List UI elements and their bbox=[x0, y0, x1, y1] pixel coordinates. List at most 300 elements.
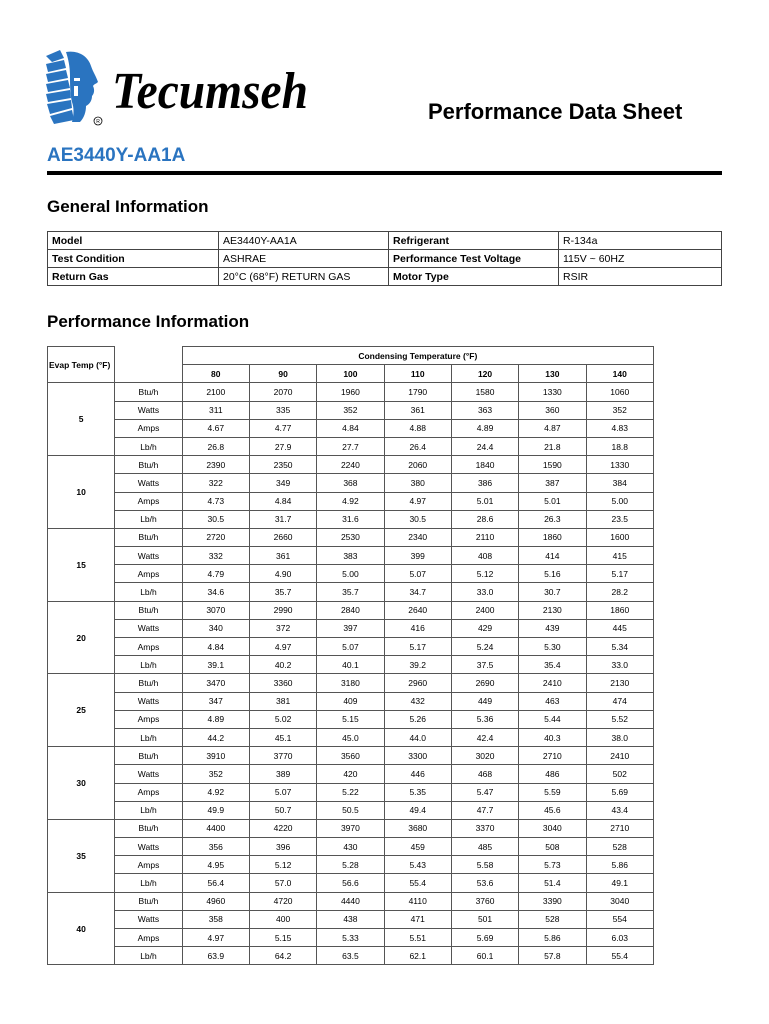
data-cell: 49.4 bbox=[384, 801, 451, 819]
evap-temp-cell: 35 bbox=[48, 819, 115, 892]
data-cell: 2710 bbox=[586, 819, 654, 837]
data-cell: 3180 bbox=[317, 674, 384, 692]
data-cell: 5.44 bbox=[519, 710, 586, 728]
metric-label: Amps bbox=[115, 419, 182, 437]
data-cell: 4.79 bbox=[182, 565, 249, 583]
data-cell: 5.16 bbox=[519, 565, 586, 583]
data-cell: 430 bbox=[317, 838, 384, 856]
data-cell: 3370 bbox=[451, 819, 518, 837]
evap-temp-cell: 25 bbox=[48, 674, 115, 747]
data-cell: 5.15 bbox=[317, 710, 384, 728]
data-cell: 60.1 bbox=[451, 947, 518, 965]
data-cell: 4.67 bbox=[182, 419, 249, 437]
table-row bbox=[48, 656, 654, 674]
data-cell: 5.07 bbox=[249, 783, 316, 801]
data-cell: 5.01 bbox=[451, 492, 518, 510]
data-cell: 5.30 bbox=[519, 638, 586, 656]
data-cell: 399 bbox=[384, 547, 451, 565]
brand-wordmark: Tecumseh bbox=[112, 63, 308, 120]
data-cell: 45.6 bbox=[519, 801, 586, 819]
data-cell: 55.4 bbox=[384, 874, 451, 892]
data-cell: 23.5 bbox=[586, 510, 654, 528]
data-cell: 372 bbox=[249, 619, 316, 637]
data-cell: 459 bbox=[384, 838, 451, 856]
data-cell: 463 bbox=[519, 692, 586, 710]
metric-label: Btu/h bbox=[115, 601, 182, 619]
data-cell: 1600 bbox=[586, 528, 654, 546]
data-cell: 26.3 bbox=[519, 510, 586, 528]
data-cell: 1330 bbox=[586, 456, 654, 474]
data-cell: 380 bbox=[384, 474, 451, 492]
data-cell: 5.00 bbox=[317, 565, 384, 583]
cond-temp-col: 140 bbox=[586, 365, 654, 383]
evap-temp-header: Evap Temp (°F) bbox=[48, 347, 115, 383]
metric-label: Watts bbox=[115, 765, 182, 783]
table-row bbox=[48, 728, 654, 746]
metric-label: Amps bbox=[115, 710, 182, 728]
data-cell: 397 bbox=[317, 619, 384, 637]
metric-label: Amps bbox=[115, 856, 182, 874]
data-cell: 471 bbox=[384, 910, 451, 928]
data-cell: 2340 bbox=[384, 528, 451, 546]
data-cell: 4.89 bbox=[451, 419, 518, 437]
table-row bbox=[48, 547, 654, 565]
data-cell: 352 bbox=[317, 401, 384, 419]
metric-label: Amps bbox=[115, 492, 182, 510]
data-cell: 528 bbox=[519, 910, 586, 928]
metric-label: Amps bbox=[115, 638, 182, 656]
data-cell: 5.34 bbox=[586, 638, 654, 656]
metric-label: Lb/h bbox=[115, 947, 182, 965]
metric-label: Watts bbox=[115, 401, 182, 419]
data-cell: 44.2 bbox=[182, 728, 249, 746]
table-row bbox=[48, 474, 654, 492]
table-row bbox=[48, 619, 654, 637]
table-row bbox=[48, 456, 654, 474]
svg-text:R: R bbox=[96, 119, 100, 126]
data-cell: 3020 bbox=[451, 747, 518, 765]
data-cell: 1840 bbox=[451, 456, 518, 474]
data-cell: 4720 bbox=[249, 892, 316, 910]
chief-head-icon bbox=[46, 50, 98, 124]
table-row bbox=[48, 419, 654, 437]
data-cell: 35.4 bbox=[519, 656, 586, 674]
evap-temp-cell: 5 bbox=[48, 383, 115, 456]
metric-label: Lb/h bbox=[115, 437, 182, 455]
data-cell: 5.12 bbox=[249, 856, 316, 874]
data-cell: 415 bbox=[586, 547, 654, 565]
data-cell: 347 bbox=[182, 692, 249, 710]
data-cell: 2100 bbox=[182, 383, 249, 401]
header-rule bbox=[47, 171, 722, 175]
data-cell: 35.7 bbox=[317, 583, 384, 601]
data-cell: 49.1 bbox=[586, 874, 654, 892]
table-row bbox=[48, 801, 654, 819]
data-cell: 383 bbox=[317, 547, 384, 565]
general-label: Model bbox=[48, 232, 219, 250]
data-cell: 62.1 bbox=[384, 947, 451, 965]
data-cell: 1060 bbox=[586, 383, 654, 401]
data-cell: 5.24 bbox=[451, 638, 518, 656]
data-cell: 4.92 bbox=[182, 783, 249, 801]
metric-label: Btu/h bbox=[115, 819, 182, 837]
data-cell: 57.8 bbox=[519, 947, 586, 965]
metric-label: Lb/h bbox=[115, 874, 182, 892]
data-cell: 5.35 bbox=[384, 783, 451, 801]
data-cell: 5.07 bbox=[384, 565, 451, 583]
data-cell: 2410 bbox=[586, 747, 654, 765]
data-cell: 2960 bbox=[384, 674, 451, 692]
data-cell: 5.58 bbox=[451, 856, 518, 874]
data-cell: 445 bbox=[586, 619, 654, 637]
general-label: Motor Type bbox=[389, 268, 559, 286]
table-row bbox=[48, 383, 654, 401]
data-cell: 3970 bbox=[317, 819, 384, 837]
table-row bbox=[48, 892, 654, 910]
data-cell: 363 bbox=[451, 401, 518, 419]
data-cell: 2410 bbox=[519, 674, 586, 692]
data-cell: 40.2 bbox=[249, 656, 316, 674]
data-cell: 349 bbox=[249, 474, 316, 492]
data-cell: 468 bbox=[451, 765, 518, 783]
data-cell: 2130 bbox=[586, 674, 654, 692]
metric-label: Watts bbox=[115, 547, 182, 565]
data-cell: 3040 bbox=[519, 819, 586, 837]
data-cell: 4110 bbox=[384, 892, 451, 910]
metric-label: Lb/h bbox=[115, 728, 182, 746]
data-cell: 1580 bbox=[451, 383, 518, 401]
data-cell: 33.0 bbox=[586, 656, 654, 674]
data-cell: 5.00 bbox=[586, 492, 654, 510]
data-cell: 361 bbox=[249, 547, 316, 565]
data-cell: 5.43 bbox=[384, 856, 451, 874]
metric-label: Btu/h bbox=[115, 383, 182, 401]
cond-temp-col: 100 bbox=[317, 365, 384, 383]
metric-label: Watts bbox=[115, 474, 182, 492]
data-cell: 2350 bbox=[249, 456, 316, 474]
data-cell: 381 bbox=[249, 692, 316, 710]
data-cell: 18.8 bbox=[586, 437, 654, 455]
data-cell: 528 bbox=[586, 838, 654, 856]
data-cell: 5.52 bbox=[586, 710, 654, 728]
table-row bbox=[48, 674, 654, 692]
evap-temp-cell: 40 bbox=[48, 892, 115, 965]
data-cell: 44.0 bbox=[384, 728, 451, 746]
data-cell: 4.89 bbox=[182, 710, 249, 728]
data-cell: 3070 bbox=[182, 601, 249, 619]
data-cell: 56.4 bbox=[182, 874, 249, 892]
data-cell: 3470 bbox=[182, 674, 249, 692]
table-row bbox=[48, 838, 654, 856]
data-cell: 51.4 bbox=[519, 874, 586, 892]
tecumseh-logo bbox=[44, 48, 314, 128]
table-row bbox=[48, 747, 654, 765]
general-information-table bbox=[47, 231, 722, 286]
data-cell: 5.17 bbox=[384, 638, 451, 656]
data-cell: 3390 bbox=[519, 892, 586, 910]
metric-label: Lb/h bbox=[115, 656, 182, 674]
data-cell: 554 bbox=[586, 910, 654, 928]
data-cell: 386 bbox=[451, 474, 518, 492]
data-cell: 449 bbox=[451, 692, 518, 710]
data-cell: 3910 bbox=[182, 747, 249, 765]
data-cell: 2070 bbox=[249, 383, 316, 401]
table-row bbox=[48, 856, 654, 874]
table-row bbox=[48, 710, 654, 728]
general-label: Refrigerant bbox=[389, 232, 559, 250]
data-cell: 5.22 bbox=[317, 783, 384, 801]
evap-temp-cell: 30 bbox=[48, 747, 115, 820]
table-row bbox=[48, 874, 654, 892]
data-cell: 2660 bbox=[249, 528, 316, 546]
data-cell: 40.3 bbox=[519, 728, 586, 746]
table-row bbox=[48, 929, 654, 947]
data-cell: 55.4 bbox=[586, 947, 654, 965]
data-cell: 352 bbox=[182, 765, 249, 783]
data-cell: 45.0 bbox=[317, 728, 384, 746]
data-cell: 5.59 bbox=[519, 783, 586, 801]
data-cell: 4.84 bbox=[182, 638, 249, 656]
data-cell: 34.6 bbox=[182, 583, 249, 601]
data-cell: 4400 bbox=[182, 819, 249, 837]
data-cell: 31.7 bbox=[249, 510, 316, 528]
data-cell: 332 bbox=[182, 547, 249, 565]
data-cell: 5.12 bbox=[451, 565, 518, 583]
data-cell: 4.77 bbox=[249, 419, 316, 437]
data-cell: 416 bbox=[384, 619, 451, 637]
data-cell: 358 bbox=[182, 910, 249, 928]
metric-label: Btu/h bbox=[115, 456, 182, 474]
data-cell: 57.0 bbox=[249, 874, 316, 892]
general-label: Test Condition bbox=[48, 250, 219, 268]
data-cell: 2060 bbox=[384, 456, 451, 474]
data-cell: 5.86 bbox=[519, 929, 586, 947]
data-cell: 1860 bbox=[519, 528, 586, 546]
data-cell: 438 bbox=[317, 910, 384, 928]
general-value: 20°C (68°F) RETURN GAS bbox=[219, 268, 389, 286]
data-cell: 4.95 bbox=[182, 856, 249, 874]
data-cell: 50.7 bbox=[249, 801, 316, 819]
metric-header-blank bbox=[115, 347, 182, 383]
data-cell: 4.97 bbox=[182, 929, 249, 947]
data-cell: 39.2 bbox=[384, 656, 451, 674]
data-cell: 43.4 bbox=[586, 801, 654, 819]
data-cell: 37.5 bbox=[451, 656, 518, 674]
data-cell: 26.4 bbox=[384, 437, 451, 455]
data-cell: 485 bbox=[451, 838, 518, 856]
table-row bbox=[48, 638, 654, 656]
metric-label: Lb/h bbox=[115, 583, 182, 601]
metric-label: Lb/h bbox=[115, 510, 182, 528]
data-cell: 35.7 bbox=[249, 583, 316, 601]
cond-temp-col: 90 bbox=[249, 365, 316, 383]
table-row bbox=[48, 947, 654, 965]
data-cell: 34.7 bbox=[384, 583, 451, 601]
data-cell: 5.01 bbox=[519, 492, 586, 510]
data-cell: 28.2 bbox=[586, 583, 654, 601]
data-cell: 396 bbox=[249, 838, 316, 856]
data-cell: 63.9 bbox=[182, 947, 249, 965]
data-cell: 4440 bbox=[317, 892, 384, 910]
data-cell: 49.9 bbox=[182, 801, 249, 819]
data-cell: 4.83 bbox=[586, 419, 654, 437]
data-cell: 5.15 bbox=[249, 929, 316, 947]
metric-label: Btu/h bbox=[115, 674, 182, 692]
data-cell: 400 bbox=[249, 910, 316, 928]
data-cell: 27.7 bbox=[317, 437, 384, 455]
data-cell: 439 bbox=[519, 619, 586, 637]
metric-label: Watts bbox=[115, 910, 182, 928]
data-cell: 5.69 bbox=[451, 929, 518, 947]
condensing-temp-header: Condensing Temperature (°F) bbox=[182, 347, 653, 365]
table-row bbox=[48, 437, 654, 455]
data-cell: 387 bbox=[519, 474, 586, 492]
metric-label: Amps bbox=[115, 565, 182, 583]
data-cell: 2110 bbox=[451, 528, 518, 546]
metric-label: Amps bbox=[115, 929, 182, 947]
data-cell: 50.5 bbox=[317, 801, 384, 819]
data-cell: 31.6 bbox=[317, 510, 384, 528]
general-row bbox=[48, 250, 722, 268]
general-value: AE3440Y-AA1A bbox=[219, 232, 389, 250]
table-row bbox=[48, 492, 654, 510]
data-cell: 360 bbox=[519, 401, 586, 419]
data-cell: 1590 bbox=[519, 456, 586, 474]
data-cell: 40.1 bbox=[317, 656, 384, 674]
table-row bbox=[48, 583, 654, 601]
data-cell: 340 bbox=[182, 619, 249, 637]
data-cell: 1960 bbox=[317, 383, 384, 401]
table-row bbox=[48, 819, 654, 837]
data-cell: 1330 bbox=[519, 383, 586, 401]
data-cell: 414 bbox=[519, 547, 586, 565]
data-cell: 4.73 bbox=[182, 492, 249, 510]
cond-temp-col: 80 bbox=[182, 365, 249, 383]
data-cell: 356 bbox=[182, 838, 249, 856]
data-cell: 28.6 bbox=[451, 510, 518, 528]
data-cell: 420 bbox=[317, 765, 384, 783]
data-cell: 2640 bbox=[384, 601, 451, 619]
data-cell: 429 bbox=[451, 619, 518, 637]
data-cell: 389 bbox=[249, 765, 316, 783]
cond-temp-col: 130 bbox=[519, 365, 586, 383]
data-cell: 47.7 bbox=[451, 801, 518, 819]
data-cell: 2840 bbox=[317, 601, 384, 619]
table-row bbox=[48, 528, 654, 546]
cond-temp-col: 120 bbox=[451, 365, 518, 383]
data-cell: 2720 bbox=[182, 528, 249, 546]
general-information-heading: General Information bbox=[47, 197, 209, 216]
data-cell: 33.0 bbox=[451, 583, 518, 601]
data-cell: 1790 bbox=[384, 383, 451, 401]
data-cell: 1860 bbox=[586, 601, 654, 619]
data-cell: 39.1 bbox=[182, 656, 249, 674]
data-cell: 2240 bbox=[317, 456, 384, 474]
data-cell: 5.28 bbox=[317, 856, 384, 874]
data-cell: 5.51 bbox=[384, 929, 451, 947]
data-cell: 3360 bbox=[249, 674, 316, 692]
performance-information-heading: Performance Information bbox=[47, 312, 250, 331]
general-row bbox=[48, 268, 722, 286]
perf-header-row bbox=[48, 347, 654, 365]
data-cell: 502 bbox=[586, 765, 654, 783]
data-cell: 4.87 bbox=[519, 419, 586, 437]
general-label: Return Gas bbox=[48, 268, 219, 286]
table-row bbox=[48, 910, 654, 928]
metric-label: Watts bbox=[115, 838, 182, 856]
data-cell: 24.4 bbox=[451, 437, 518, 455]
data-cell: 3680 bbox=[384, 819, 451, 837]
data-cell: 4.84 bbox=[317, 419, 384, 437]
data-cell: 335 bbox=[249, 401, 316, 419]
data-cell: 30.5 bbox=[384, 510, 451, 528]
data-cell: 3300 bbox=[384, 747, 451, 765]
data-cell: 5.02 bbox=[249, 710, 316, 728]
data-cell: 486 bbox=[519, 765, 586, 783]
data-cell: 4220 bbox=[249, 819, 316, 837]
general-row bbox=[48, 232, 722, 250]
data-cell: 408 bbox=[451, 547, 518, 565]
data-cell: 4.84 bbox=[249, 492, 316, 510]
evap-temp-cell: 15 bbox=[48, 528, 115, 601]
data-cell: 474 bbox=[586, 692, 654, 710]
data-cell: 21.8 bbox=[519, 437, 586, 455]
data-cell: 4960 bbox=[182, 892, 249, 910]
data-cell: 2390 bbox=[182, 456, 249, 474]
data-cell: 4.90 bbox=[249, 565, 316, 583]
data-cell: 64.2 bbox=[249, 947, 316, 965]
data-cell: 352 bbox=[586, 401, 654, 419]
data-cell: 311 bbox=[182, 401, 249, 419]
data-cell: 5.69 bbox=[586, 783, 654, 801]
data-cell: 5.47 bbox=[451, 783, 518, 801]
page-title: Performance Data Sheet bbox=[428, 99, 683, 124]
general-value: ASHRAE bbox=[219, 250, 389, 268]
metric-label: Btu/h bbox=[115, 747, 182, 765]
metric-label: Watts bbox=[115, 692, 182, 710]
data-cell: 384 bbox=[586, 474, 654, 492]
model-number: AE3440Y-AA1A bbox=[47, 145, 186, 166]
data-cell: 42.4 bbox=[451, 728, 518, 746]
data-cell: 45.1 bbox=[249, 728, 316, 746]
metric-label: Btu/h bbox=[115, 528, 182, 546]
data-cell: 5.17 bbox=[586, 565, 654, 583]
data-cell: 322 bbox=[182, 474, 249, 492]
metric-label: Amps bbox=[115, 783, 182, 801]
data-cell: 2400 bbox=[451, 601, 518, 619]
table-row bbox=[48, 783, 654, 801]
data-cell: 3760 bbox=[451, 892, 518, 910]
data-cell: 26.8 bbox=[182, 437, 249, 455]
data-cell: 5.33 bbox=[317, 929, 384, 947]
data-cell: 4.97 bbox=[384, 492, 451, 510]
data-cell: 432 bbox=[384, 692, 451, 710]
evap-temp-cell: 20 bbox=[48, 601, 115, 674]
table-row bbox=[48, 765, 654, 783]
data-cell: 4.88 bbox=[384, 419, 451, 437]
table-row bbox=[48, 401, 654, 419]
data-cell: 508 bbox=[519, 838, 586, 856]
table-row bbox=[48, 601, 654, 619]
data-cell: 3770 bbox=[249, 747, 316, 765]
data-cell: 2710 bbox=[519, 747, 586, 765]
general-value: RSIR bbox=[559, 268, 722, 286]
metric-label: Btu/h bbox=[115, 892, 182, 910]
data-cell: 3040 bbox=[586, 892, 654, 910]
general-value: R-134a bbox=[559, 232, 722, 250]
data-cell: 5.07 bbox=[317, 638, 384, 656]
data-cell: 2130 bbox=[519, 601, 586, 619]
